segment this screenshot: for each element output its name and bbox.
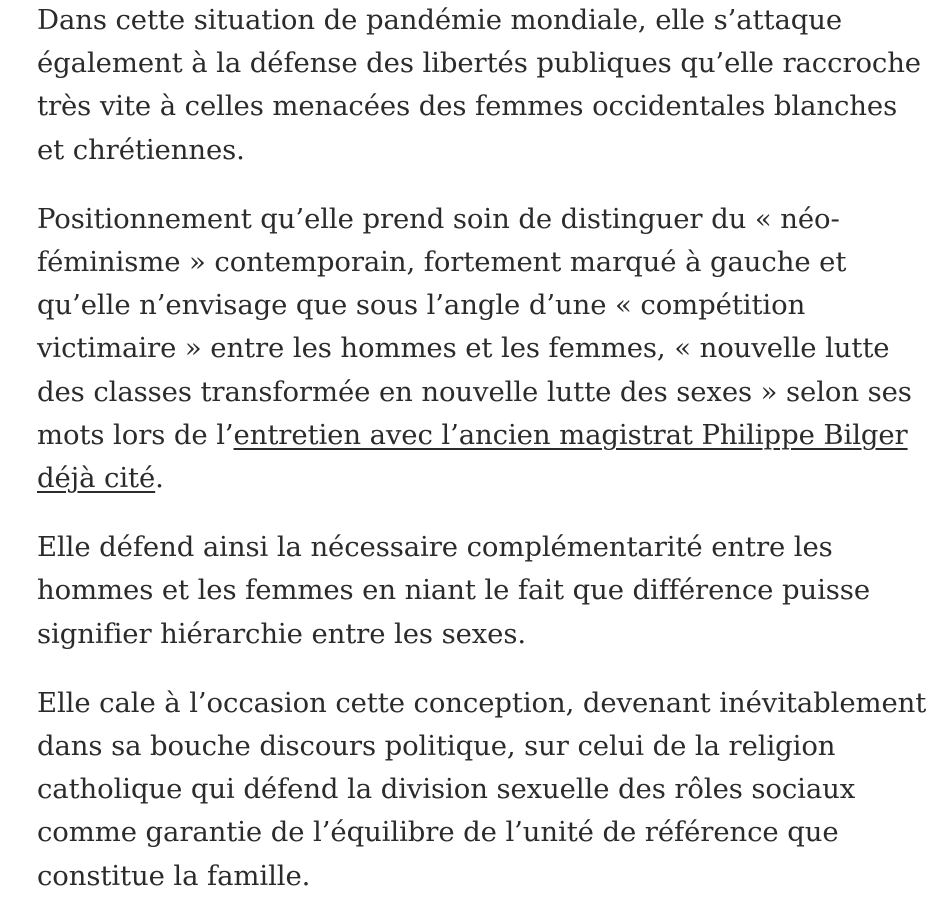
paragraph-complementarity: Elle défend ainsi la nécessaire complémentarité entre les hommes et les femmes en niant le fait que différence puisse signifier hiérarchie entre les sexes. — [37, 531, 870, 650]
interview-bilger-link[interactable]: entretien avec l’ancien magistrat Philippe Bilger déjà cité — [37, 418, 908, 495]
paragraph-religion: Elle cale à l’occasion cette conception, devenant inévitablement dans sa bouche discours politique, sur celui de la religion catholique qui défend la division sexuelle des rôles sociaux comme garantie de l’équilibre de l’unité de référence que constitue la famille. — [37, 686, 927, 892]
paragraph-positioning-end: . — [155, 462, 164, 495]
paragraph-positioning — [37, 198, 929, 500]
paragraph-pandemic: Dans cette situation de pandémie mondiale, elle s’attaque également à la défense des libertés publiques qu’elle raccroche très vite à celles menacées des femmes occidentales blanches et chrétiennes. — [37, 4, 921, 166]
paragraph-positioning-text: Positionnement qu’elle prend soin de distinguer du « néo-féminisme » contemporain, fortement marqué à gauche et qu’elle n’envisage que sous l’angle d’une « compétition victimaire » entre les hommes et les femmes, « nouvelle lutte des classes transformée en nouvelle lutte des sexes » selon ses mots lors de l’ — [37, 202, 912, 451]
